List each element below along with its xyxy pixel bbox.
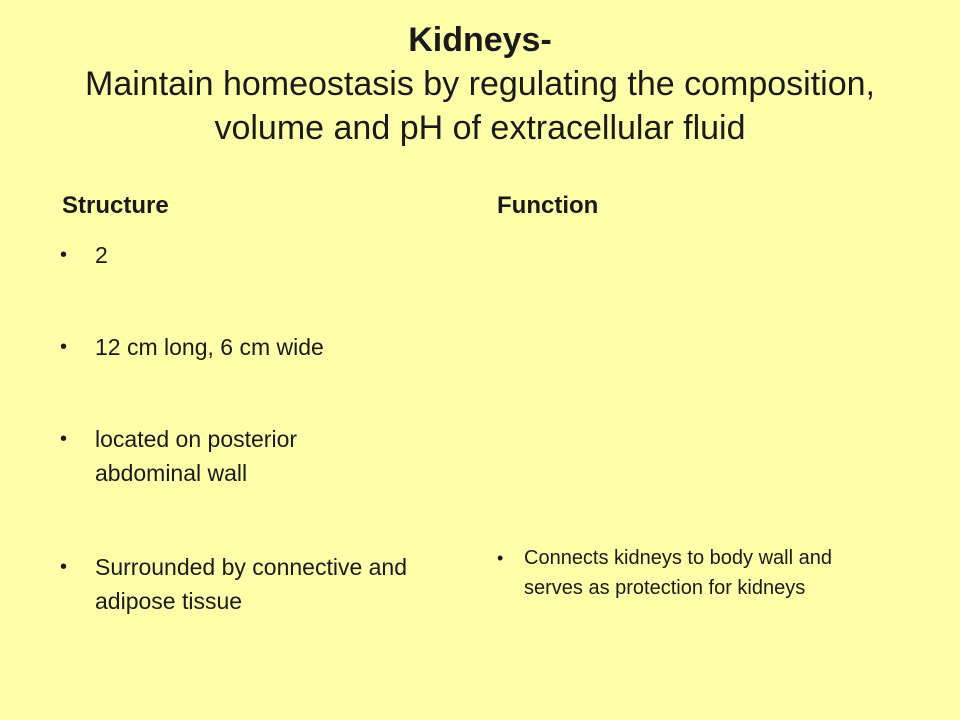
bullet-icon: • — [60, 428, 68, 450]
structure-item — [60, 550, 460, 618]
structure-item — [60, 330, 460, 364]
structure-item-text: located on posterior abdominal wall — [95, 426, 298, 486]
function-item-text: Connects kidneys to body wall and serves as protection for kidneys — [524, 547, 832, 599]
function-item — [497, 543, 877, 603]
structure-item — [60, 422, 390, 490]
function-heading: Function — [497, 192, 599, 219]
structure-item — [60, 238, 460, 272]
bullet-icon: • — [497, 548, 504, 568]
slide-title — [40, 18, 920, 150]
bullet-icon: • — [60, 244, 68, 266]
bullet-icon: • — [60, 336, 68, 358]
structure-heading: Structure — [62, 192, 169, 219]
structure-item-text: 2 — [95, 242, 108, 268]
structure-item-text: 12 cm long, 6 cm wide — [95, 334, 324, 360]
title-subtitle: Maintain homeostasis by regulating the composition, volume and pH of extracellular fluid — [85, 65, 875, 147]
title-bold: Kidneys- — [408, 21, 552, 59]
bullet-icon: • — [60, 556, 68, 578]
structure-item-text: Surrounded by connective and adipose tissue — [95, 554, 407, 614]
